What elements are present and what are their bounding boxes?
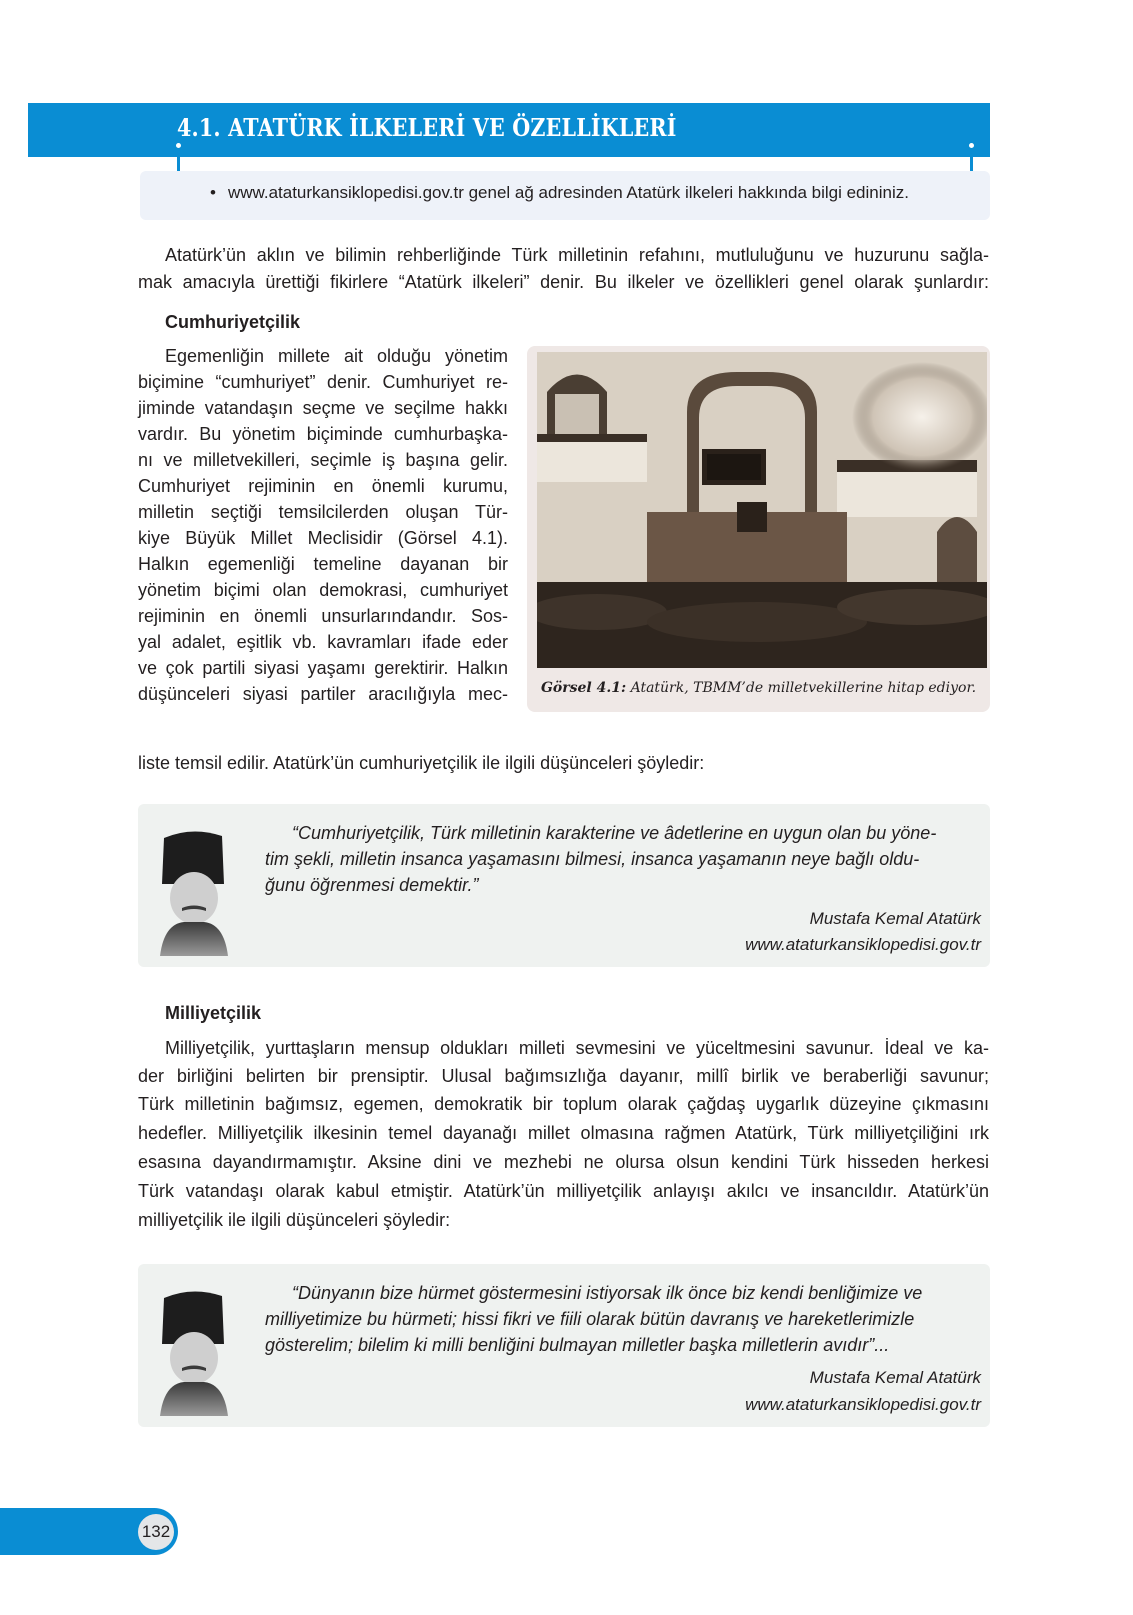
paragraph-line: esasına dayandırmamıştır. Aksine dini ve mezhebi ne olursa olsun kendini Türk hisseden herkesi	[138, 1152, 989, 1172]
page-number: 132	[138, 1514, 174, 1550]
ataturk-portrait	[152, 1286, 232, 1416]
heading-cumhuriyetcilik: Cumhuriyetçilik	[165, 312, 301, 332]
pin-left-icon	[177, 146, 180, 174]
quote-author: Mustafa Kemal Atatürk	[809, 1368, 981, 1387]
intro-line: Atatürk’ün aklın ve bilimin rehberliğinde Türk milletinin refahını, mutluluğunu ve huzurunu sağla-	[165, 245, 989, 265]
figure-label: Görsel 4.1:	[540, 680, 627, 696]
paragraph-line: düşünceleri siyasi partiler aracılığıyla mec-	[138, 684, 508, 704]
paragraph-line: vardır. Bu yönetim biçiminde cumhurbaşka-	[138, 424, 508, 444]
bullet-icon: •	[210, 183, 216, 202]
figure-caption-text: Atatürk, TBMM’de milletvekillerine hitap ediyor.	[626, 680, 977, 696]
paragraph-line: Halkın egemenliği temeline dayanan bir	[138, 554, 508, 574]
paragraph-line: biçimine “cumhuriyet” denir. Cumhuriyet re-	[138, 372, 508, 392]
paragraph-line: milletin seçtiği temsilcilerden oluşan Tür-	[138, 502, 508, 522]
info-text: www.ataturkansiklopedisi.gov.tr genel ağ adresinden Atatürk ilkeleri hakkında bilgi edininiz.	[227, 183, 909, 202]
heading-milliyetcilik: Milliyetçilik	[165, 1003, 262, 1023]
paragraph-line: rejiminin en önemli unsurlarındandır. Sos-	[138, 606, 508, 626]
paragraph-line: Cumhuriyet rejiminin en önemli kurumu,	[138, 476, 508, 496]
quote-line: milliyetimize bu hürmeti; hissi fikri ve fiili olarak bütün davranış ve hareketlerimizle	[265, 1309, 915, 1329]
quote-line: “Dünyanın bize hürmet göstermesini istiyorsak ilk önce biz kendi benliğimize ve	[292, 1283, 923, 1303]
info-item	[210, 183, 909, 203]
paragraph-line: jiminde vatandaşın seçme ve seçilme hakkı	[138, 398, 508, 418]
quote-line: tim şekli, milletin insanca yaşamasını bilmesi, insanca yaşamanın neye bağlı oldu-	[265, 849, 920, 869]
assembly-photo	[537, 352, 987, 668]
figure-caption	[527, 680, 990, 696]
quote-source: www.ataturkansiklopedisi.gov.tr	[745, 1395, 981, 1414]
assembly-photo-illustration	[537, 352, 987, 668]
quote-line: gösterelim; bilelim ki milli benliğini bulmayan milletler başka milletlerin avıdır”...	[265, 1335, 890, 1355]
quote-author: Mustafa Kemal Atatürk	[809, 909, 981, 928]
quote-line: ğunu öğrenmesi demektir.”	[265, 875, 479, 895]
paragraph-line: kiye Büyük Millet Meclisidir (Görsel 4.1).	[138, 528, 508, 548]
paragraph-line: Türk vatandaşı olarak kabul etmiştir. Atatürk’ün milliyetçilik anlayışı akılcı ve insancıldır. Atatürk’ün	[138, 1181, 989, 1201]
intro-line: mak amacıyla ürettiği fikirlere “Atatürk ilkeleri” denir. Bu ilkeler ve özellikleri genel olarak şunlardır:	[138, 272, 989, 292]
section-title: 4.1. ATATÜRK İLKELERİ VE ÖZELLİKLERİ	[177, 113, 677, 142]
paragraph-line: liste temsil edilir. Atatürk’ün cumhuriyetçilik ile ilgili düşünceleri şöyledir:	[138, 753, 705, 773]
paragraph-line: der birliğini belirten bir prensiptir. Ulusal bağımsızlığa dayanır, millî birlik ve beraberliği savunur;	[138, 1066, 989, 1086]
paragraph-line: yönetim biçimi olan demokrasi, cumhuriyet	[138, 580, 508, 600]
paragraph-line: milliyetçilik ile ilgili düşünceleri şöyledir:	[138, 1210, 451, 1230]
paragraph-line: ve çok partili siyasi yaşamı gerektirir. Halkın	[138, 658, 508, 678]
pin-right-icon	[970, 146, 973, 174]
ataturk-portrait	[152, 826, 232, 956]
paragraph-line: yal adalet, eşitlik vb. kavramları ifade eder	[138, 632, 508, 652]
quote-line: “Cumhuriyetçilik, Türk milletinin karakterine ve âdetlerine en uygun olan bu yöne-	[292, 823, 937, 843]
paragraph-line: hedefler. Milliyetçilik ilkesinin temel dayanağı millet olmasına rağmen Atatürk, Türk milliyetçiliğini ırk	[138, 1123, 989, 1143]
quote-source: www.ataturkansiklopedisi.gov.tr	[745, 935, 981, 954]
paragraph-line: nı ve milletvekilleri, seçimle iş başına gelir.	[138, 450, 508, 470]
paragraph-line: Egemenliğin millete ait olduğu yönetim	[165, 346, 508, 366]
paragraph-line: Türk milletinin bağımsız, egemen, demokratik bir toplum olarak çağdaş uygarlık düzeyine çıkmasını	[138, 1094, 989, 1114]
paragraph-line: Milliyetçilik, yurttaşların mensup oldukları milleti sevmesini ve yüceltmesini savunur. İdeal ve ka-	[165, 1038, 989, 1058]
